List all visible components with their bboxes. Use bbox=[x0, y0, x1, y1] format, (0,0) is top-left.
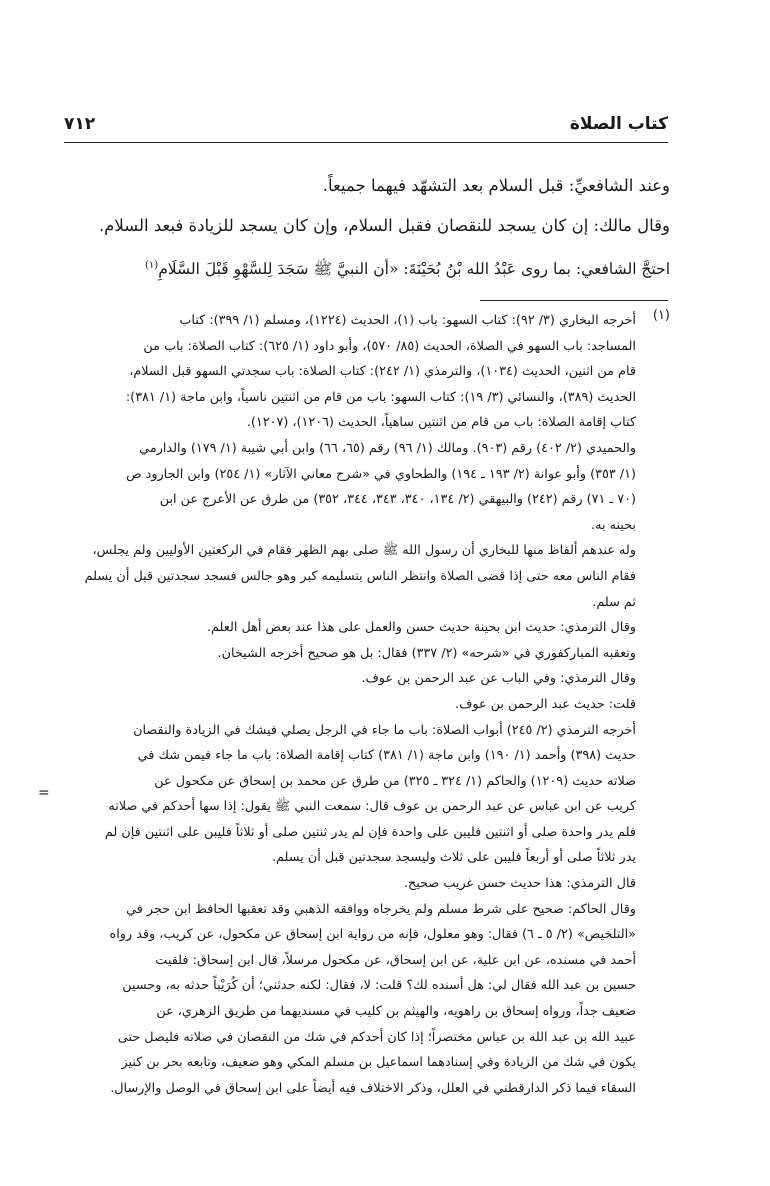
footnote-line: فقام الناس معه حتى إذا قضى الصلاة وانتظر الناس بتسليمه كبر وهو جالس فسجد سجدتين قبل أن يسلم bbox=[84, 568, 636, 584]
main-text bbox=[58, 170, 670, 290]
footnote-line: كتاب إقامة الصلاة: باب من قام من اثنتين ساهياً، الحديث (١٢٠٦)، (١٢٠٧). bbox=[246, 415, 636, 431]
footnote-line: صلاته حديث (١٢٠٩) والحاكم (١/ ٣٢٤ ـ ٣٢٥) من طرق عن محمد بن إسحاق عن مكحول عن bbox=[154, 773, 636, 789]
footnote-line: أخرجه الترمذي (٢/ ٢٤٥) أبواب الصلاة: باب ما جاء في الرجل يصلي فيشك في الزيادة والنقصان bbox=[133, 722, 636, 738]
footnote-line: يدر ثلاثاً صلى أو أربعاً فليبن على ثلاث وليسجد سجدتين قبل أن يسلم. bbox=[271, 850, 636, 866]
footnote-separator bbox=[480, 300, 668, 301]
footnote-line: الحديث (٣٨٩)، والنسائي (٣/ ١٩): كتاب السهو: باب من قام من اثنتين ناسياً، وابن ماجة (١/ ٣٨١): bbox=[125, 389, 636, 405]
continuation-mark: = bbox=[38, 785, 50, 801]
footnote-line: وقال الحاكم: صحيح على شرط مسلم ولم يخرجاه ووافقه الذهبي وقد تعقبها الحافظ ابن حجر في bbox=[126, 901, 636, 917]
footnote-line: عبيد الله بن عبد الله بن عباس مختصراً؛ إذا كان أحدكم في شك من النقصان في صلاته فليصل حتى bbox=[117, 1029, 636, 1045]
main-text-line: وقال مالك: إن كان يسجد للنقصان فقبل السلام، وإن كان يسجد للزيادة فبعد السلام. bbox=[98, 216, 670, 235]
footnote-line: يكون في شك من الزيادة وفي إسنادهما اسماعيل بن مسلم المكي وهو ضعيف، وتابعه بحر بن كنيز bbox=[121, 1055, 636, 1071]
footnote-line: قام من اثنين، الحديث (١٠٣٤)، والترمذي (١/ ٢٤٢): كتاب الصلاة: باب سجدتي السهو قبل السلام، bbox=[129, 364, 636, 380]
footnote-line: المساجد: باب السهو في الصلاة، الحديث (٨٥/ ٥٧٠)، وأبو داود (١/ ٦٢٥): كتاب الصلاة: باب من bbox=[143, 338, 636, 354]
footnote-line: ثم سلم. bbox=[592, 594, 636, 610]
footnote-line: ضعيف جداً، ورواه إسحاق بن راهويه، والهيثم بن كليب في مسنديهما من طريق الزهري، عن bbox=[156, 1004, 636, 1020]
main-text-line-content: احتجَّ الشافعي: بما روى عَبْدُ الله بْنُ بُحَيْنَةَ: «أن النبيَّ ﷺ سَجَدَ لِلسَّهْوِ قَبْلَ السَّلَامِ bbox=[158, 260, 670, 279]
main-text-line bbox=[58, 250, 670, 290]
footnote-line: وقال الترمذي: وفي الباب عن عبد الرحمن بن عوف. bbox=[361, 671, 636, 687]
page-number: ٧١٢ bbox=[64, 114, 96, 134]
footnote-line: وتعقبه المباركفوري في «شرحه» (٢/ ٣٣٧) فقال: بل هو صحيح أخرجه الشيخان. bbox=[217, 645, 636, 661]
footnote-line: (٧٠ ـ ٧١) رقم (٢٤٢) والبيهقي (٢/ ١٣٤، ٣٤٠، ٣٤٣، ٣٤٤، ٣٥٢) من طرق عن الأعرج عن ابن bbox=[159, 492, 636, 508]
footnote-reference[interactable]: (١) bbox=[145, 260, 159, 271]
book-title: كتاب الصلاة bbox=[569, 114, 668, 134]
footnote-line: قال الترمذي: هذا حديث حسن غريب صحيح. bbox=[403, 876, 636, 892]
footnotes-section bbox=[58, 308, 670, 1101]
footnote-line: وقال الترمذي: حديث ابن بحينة حديث حسن والعمل على هذا عند بعض أهل العلم. bbox=[206, 620, 636, 636]
footnote-line: حسين بن عبد الله فقال لي: هل أسنده لك؟ قلت: لا، فقال: لكنه حدثني؛ أن كُرَيْباً حدثه به، وحسين bbox=[122, 978, 636, 994]
main-text-line: وعند الشافعيِّ: قبل السلام بعد التشهّد فيهما جميعاً. bbox=[322, 176, 670, 195]
footnote-line: أخرجه البخاري (٣/ ٩٢): كتاب السهو: باب (١)، الحديث (١٢٢٤)، ومسلم (١/ ٣٩٩): كتاب bbox=[179, 313, 636, 328]
footnote-line: وله عندهم ألفاظ منها للبخاري أن رسول الله ﷺ صلى بهم الظهر فقام في الركعتين الأوليين ولم يجلس، bbox=[92, 543, 636, 559]
footnote-line: السقاء فيما ذكر الدارقطني في العلل، وذكر الاختلاف فيه أيضاً على ابن إسحاق في الوصل والإرسال. bbox=[110, 1080, 636, 1096]
footnote-line: حديث (٣٩٨) وأحمد (١/ ١٩٠) وابن ماجة (١/ ٣٨١) كتاب إقامة الصلاة: باب ما جاء فيمن شك في bbox=[137, 748, 636, 764]
footnote-line: بحينه به. bbox=[591, 517, 636, 533]
footnote-line: «التلخيص» (٢/ ٥ ـ ٦) فقال: وهو معلول، فإنه من رواية ابن إسحاق عن مكحول، عن كريب، وقد رواه bbox=[109, 927, 636, 943]
footnote-line: أحمد في مسنده، عن ابن علية، عن ابن إسحاق، عن مكحول مرسلاً، قال ابن إسحاق: فلقيت bbox=[155, 952, 636, 968]
footnote-number: (١) bbox=[652, 308, 670, 323]
footnote-line: والحميدي (٢/ ٤٠٢) رقم (٩٠٣). ومالك (١/ ٩٦) رقم (٦٥، ٦٦) وابن أبي شيبة (١/ ١٧٩) والدارمي bbox=[139, 440, 636, 456]
footnote-line: قلت: حديث عبد الرحمن بن عوف. bbox=[455, 696, 636, 712]
footnote-line: فلم يدر واحدة صلى أو اثنتين فليبن على واحدة فإن لم يدر ثنتين صلى أو ثلاثاً فليبن على اثنتين فإن لم bbox=[104, 824, 636, 840]
running-header bbox=[64, 114, 668, 143]
footnote-line: كريب عن ابن عباس عن عبد الرحمن بن عوف قال: سمعت النبي ﷺ يقول: إذا سها أحدكم في صلاته bbox=[108, 799, 636, 815]
footnote-line: (١/ ٣٥٣) وأبو عوانة (٢/ ١٩٣ ـ ١٩٤) والطحاوي في «شرح معاني الآثار» (١/ ٢٥٤) وابن الجارود ص bbox=[126, 466, 636, 482]
